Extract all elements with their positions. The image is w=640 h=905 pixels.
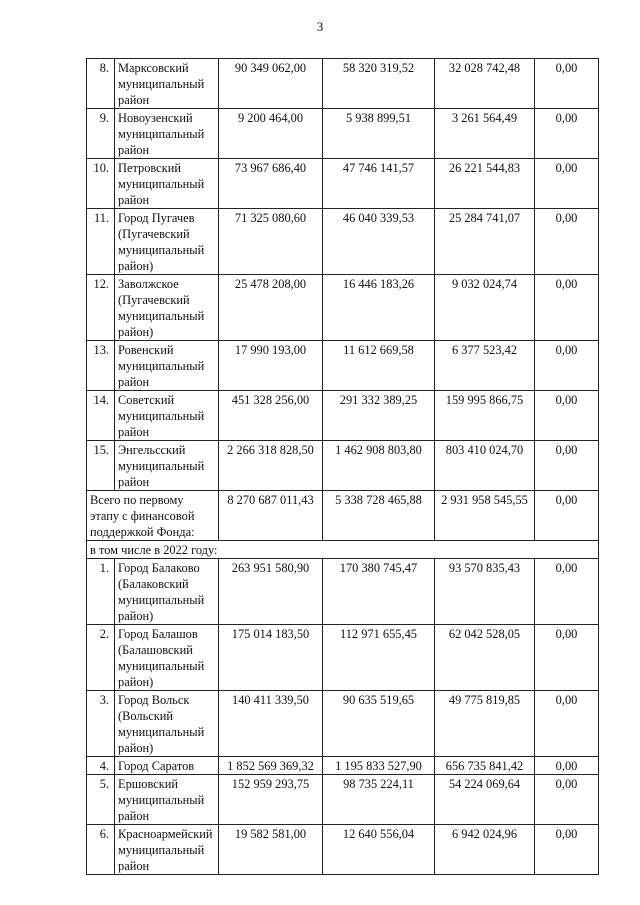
fund-support: 291 332 389,25	[323, 391, 435, 441]
local-budget: 0,00	[535, 559, 599, 625]
fund-support: 1 462 908 803,80	[323, 441, 435, 491]
regional-budget: 54 224 069,64	[435, 775, 535, 825]
table-row	[87, 825, 599, 875]
total-cost: 2 266 318 828,50	[219, 441, 323, 491]
data-table	[86, 58, 599, 875]
total-cost: 175 014 183,50	[219, 625, 323, 691]
fund-support: 170 380 745,47	[323, 559, 435, 625]
row-number: 1.	[87, 559, 115, 625]
table-row	[87, 209, 599, 275]
regional-budget: 32 028 742,48	[435, 59, 535, 109]
municipality-name: Ровенский муниципальный район	[115, 341, 219, 391]
table-row	[87, 159, 599, 209]
municipality-name: Город Балаково (Балаковский муниципальный район)	[115, 559, 219, 625]
table-row	[87, 341, 599, 391]
regional-budget: 25 284 741,07	[435, 209, 535, 275]
fund-support: 12 640 556,04	[323, 825, 435, 875]
municipality-name: Советский муниципальный район	[115, 391, 219, 441]
regional-budget: 62 042 528,05	[435, 625, 535, 691]
regional-budget: 656 735 841,42	[435, 757, 535, 775]
fund-support: 46 040 339,53	[323, 209, 435, 275]
fund-support: 112 971 655,45	[323, 625, 435, 691]
row-number: 6.	[87, 825, 115, 875]
table-row	[87, 691, 599, 757]
regional-budget: 2 931 958 545,55	[435, 491, 535, 541]
total-cost: 19 582 581,00	[219, 825, 323, 875]
total-cost: 71 325 080,60	[219, 209, 323, 275]
row-number: 5.	[87, 775, 115, 825]
local-budget: 0,00	[535, 59, 599, 109]
local-budget: 0,00	[535, 825, 599, 875]
local-budget: 0,00	[535, 275, 599, 341]
local-budget: 0,00	[535, 757, 599, 775]
municipality-name: Марксовский муниципальный район	[115, 59, 219, 109]
row-number: 15.	[87, 441, 115, 491]
local-budget: 0,00	[535, 209, 599, 275]
fund-support: 11 612 669,58	[323, 341, 435, 391]
regional-budget: 3 261 564,49	[435, 109, 535, 159]
total-label: Всего по первому этапу с финансовой поддержкой Фонда:	[87, 491, 219, 541]
total-cost: 90 349 062,00	[219, 59, 323, 109]
total-cost: 8 270 687 011,43	[219, 491, 323, 541]
total-cost: 451 328 256,00	[219, 391, 323, 441]
regional-budget: 159 995 866,75	[435, 391, 535, 441]
row-number: 8.	[87, 59, 115, 109]
table-row	[87, 559, 599, 625]
fund-support: 16 446 183,26	[323, 275, 435, 341]
row-number: 2.	[87, 625, 115, 691]
municipality-name: Город Саратов	[115, 757, 219, 775]
table-row	[87, 441, 599, 491]
local-budget: 0,00	[535, 341, 599, 391]
row-number: 3.	[87, 691, 115, 757]
municipality-name: Город Вольск (Вольский муниципальный район)	[115, 691, 219, 757]
local-budget: 0,00	[535, 441, 599, 491]
table-row	[87, 109, 599, 159]
table-row	[87, 391, 599, 441]
regional-budget: 49 775 819,85	[435, 691, 535, 757]
table-body	[87, 59, 599, 875]
local-budget: 0,00	[535, 491, 599, 541]
page-number: 3	[316, 19, 324, 34]
local-budget: 0,00	[535, 109, 599, 159]
regional-budget: 6 377 523,42	[435, 341, 535, 391]
regional-budget: 93 570 835,43	[435, 559, 535, 625]
table-row	[87, 275, 599, 341]
table-row	[87, 59, 599, 109]
total-cost: 73 967 686,40	[219, 159, 323, 209]
table-row	[87, 625, 599, 691]
municipality-name: Новоузенский муниципальный район	[115, 109, 219, 159]
regional-budget: 803 410 024,70	[435, 441, 535, 491]
total-cost: 152 959 293,75	[219, 775, 323, 825]
row-number: 13.	[87, 341, 115, 391]
row-number: 11.	[87, 209, 115, 275]
row-number: 4.	[87, 757, 115, 775]
table-row	[87, 757, 599, 775]
total-cost: 1 852 569 369,32	[219, 757, 323, 775]
row-number: 10.	[87, 159, 115, 209]
row-number: 12.	[87, 275, 115, 341]
fund-support: 90 635 519,65	[323, 691, 435, 757]
regional-budget: 6 942 024,96	[435, 825, 535, 875]
municipality-name: Город Пугачев (Пугачевский муниципальный район)	[115, 209, 219, 275]
fund-support: 5 338 728 465,88	[323, 491, 435, 541]
municipality-name: Энгельсский муниципальный район	[115, 441, 219, 491]
total-cost: 9 200 464,00	[219, 109, 323, 159]
section-label: в том числе в 2022 году:	[87, 541, 599, 559]
municipality-name: Город Балашов (Балашовский муниципальный район)	[115, 625, 219, 691]
fund-support: 5 938 899,51	[323, 109, 435, 159]
section-row	[87, 541, 599, 559]
municipality-name: Красноармейский муниципальный район	[115, 825, 219, 875]
municipality-name: Ершовский муниципальный район	[115, 775, 219, 825]
local-budget: 0,00	[535, 625, 599, 691]
local-budget: 0,00	[535, 391, 599, 441]
local-budget: 0,00	[535, 159, 599, 209]
municipality-name: Петровский муниципальный район	[115, 159, 219, 209]
fund-support: 58 320 319,52	[323, 59, 435, 109]
total-cost: 25 478 208,00	[219, 275, 323, 341]
regional-budget: 26 221 544,83	[435, 159, 535, 209]
total-cost: 140 411 339,50	[219, 691, 323, 757]
local-budget: 0,00	[535, 775, 599, 825]
row-number: 14.	[87, 391, 115, 441]
fund-support: 47 746 141,57	[323, 159, 435, 209]
local-budget: 0,00	[535, 691, 599, 757]
fund-support: 98 735 224,11	[323, 775, 435, 825]
table-row	[87, 775, 599, 825]
municipality-name: Заволжское (Пугачевский муниципальный район)	[115, 275, 219, 341]
total-cost: 17 990 193,00	[219, 341, 323, 391]
total-row	[87, 491, 599, 541]
fund-support: 1 195 833 527,90	[323, 757, 435, 775]
total-cost: 263 951 580,90	[219, 559, 323, 625]
regional-budget: 9 032 024,74	[435, 275, 535, 341]
row-number: 9.	[87, 109, 115, 159]
